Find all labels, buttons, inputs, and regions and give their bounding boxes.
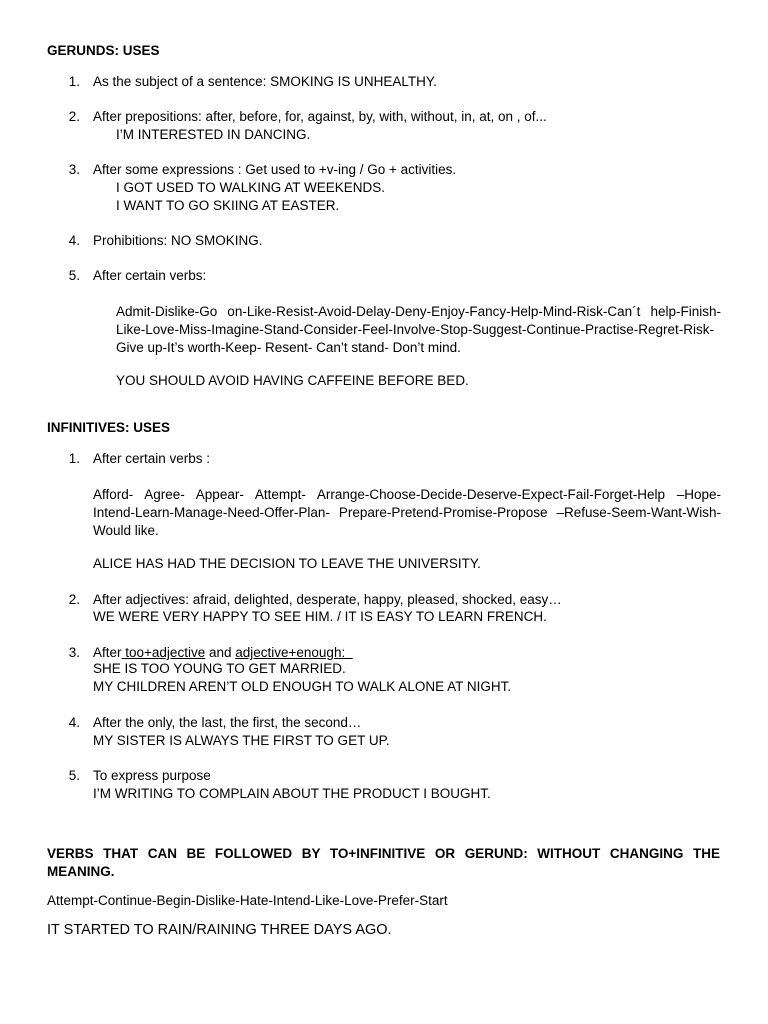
gerund-item-3-example-1: I GOT USED TO WALKING AT WEEKENDS.	[116, 180, 386, 195]
infinitive-item-3-prefix: After	[93, 645, 122, 660]
gerund-item-2-example: I’M INTERESTED IN DANCING.	[116, 127, 311, 142]
gerund-item-4-text: Prohibitions: NO SMOKING.	[93, 233, 263, 248]
infinitive-item-3-text	[93, 645, 353, 660]
infinitive-item-5-text: To express purpose	[93, 768, 211, 783]
gerund-item-3-example-2: I WANT TO GO SKIING AT EASTER.	[116, 198, 340, 213]
both-forms-example: IT STARTED TO RAIN/RAINING THREE DAYS AGO.	[47, 922, 392, 938]
infinitive-item-1-number: 1.	[68, 451, 80, 466]
gerunds-heading: GERUNDS: USES	[47, 43, 160, 58]
infinitive-item-4-example: MY SISTER IS ALWAYS THE FIRST TO GET UP.	[93, 733, 390, 748]
gerund-item-5-example: YOU SHOULD AVOID HAVING CAFFEINE BEFORE BED.	[116, 373, 469, 388]
infinitives-heading: INFINITIVES: USES	[47, 420, 171, 435]
too-adjective-pattern: too+adjective	[121, 645, 206, 660]
gerund-item-2-text: After prepositions: after, before, for, against, by, with, without, in, at, on , of...	[93, 109, 547, 124]
infinitive-item-3-example-1: SHE IS TOO YOUNG TO GET MARRIED.	[93, 661, 346, 676]
infinitive-item-2-text: After adjectives: afraid, delighted, desperate, happy, pleased, shocked, easy…	[93, 592, 562, 607]
both-forms-heading: VERBS THAT CAN BE FOLLOWED BY TO+INFINITIVE OR GERUND: WITHOUT CHANGING THE MEANING.	[47, 846, 720, 879]
infinitive-item-1-text: After certain verbs :	[93, 451, 211, 466]
infinitive-item-1-example: ALICE HAS HAD THE DECISION TO LEAVE THE UNIVERSITY.	[93, 556, 481, 571]
adjective-enough-pattern: adjective+enough:	[235, 645, 353, 660]
gerund-item-5-text: After certain verbs:	[93, 268, 207, 283]
infinitive-item-5-example: I’M WRITING TO COMPLAIN ABOUT THE PRODUCT I BOUGHT.	[93, 786, 491, 801]
infinitive-item-2-example: WE WERE VERY HAPPY TO SEE HIM. / IT IS EASY TO LEARN FRENCH.	[93, 609, 547, 624]
infinitive-item-3-number: 3.	[68, 645, 80, 660]
infinitive-item-4-text: After the only, the last, the first, the second…	[93, 715, 362, 730]
gerund-item-1-text: As the subject of a sentence: SMOKING IS UNHEALTHY.	[93, 74, 437, 89]
infinitive-verb-list: Afford- Agree- Appear- Attempt- Arrange-Choose-Decide-Deserve-Expect-Fail-Forget-Help –Hope-Intend-Learn-Manage-Need-Offer-Plan- Prepare-Pretend-Promise-Propose –Refuse-Seem-Want-Wish-Would like.	[93, 487, 721, 538]
gerund-verb-list: Admit-Dislike-Go on-Like-Resist-Avoid-Delay-Deny-Enjoy-Fancy-Help-Mind-Risk-Can´t help-Finish-Like-Love-Miss-Imagine-Stand-Consider-Feel-Involve-Stop-Suggest-Continue-Practise-Regret-Risk-Give up-It’s worth-Keep- Resent- Can’t stand- Don’t mind.	[116, 304, 721, 355]
infinitive-item-3-example-2: MY CHILDREN AREN’T OLD ENOUGH TO WALK ALONE AT NIGHT.	[93, 679, 512, 694]
infinitive-item-2-number: 2.	[68, 592, 80, 607]
gerund-item-5-number: 5.	[68, 268, 80, 283]
infinitive-item-4-number: 4.	[68, 715, 80, 730]
infinitive-item-3-conjunction: and	[205, 645, 236, 660]
gerund-item-3-text: After some expressions : Get used to +v-ing / Go + activities.	[93, 162, 457, 177]
gerund-item-1-number: 1.	[68, 74, 80, 89]
gerund-item-3-number: 3.	[68, 162, 80, 177]
gerund-item-4-number: 4.	[68, 233, 80, 248]
both-forms-verb-list: Attempt-Continue-Begin-Dislike-Hate-Intend-Like-Love-Prefer-Start	[47, 893, 448, 908]
infinitive-item-5-number: 5.	[68, 768, 80, 783]
gerund-item-2-number: 2.	[68, 109, 80, 124]
